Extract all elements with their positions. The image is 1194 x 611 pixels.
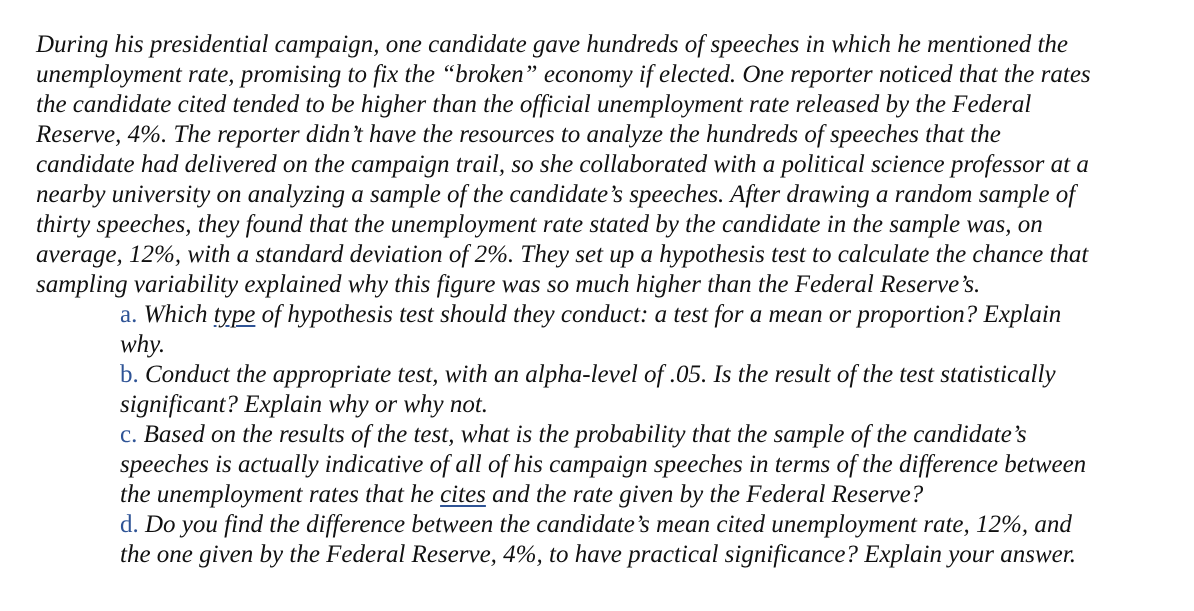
question-a-text-post: of hypothesis test should they conduct: a test for a mean or proportion? Explain (255, 301, 1062, 328)
paragraph-line: thirty speeches, they found that the unemployment rate stated by the candidate in the sample was, on (36, 211, 1043, 238)
paragraph-line: average, 12%, with a standard deviation of 2%. They set up a hypothesis test to calculate the chance that (36, 241, 1089, 268)
question-c-text: Based on the results of the test, what is the probability that the sample of the candidate’s (137, 421, 1027, 448)
question-b (120, 360, 1166, 420)
question-c-letter: c. (120, 421, 138, 448)
paragraph-line: sampling variability explained why this figure was so much higher than the Federal Reserve’s. (36, 271, 981, 298)
question-c-line-2: speeches is actually indicative of all of his campaign speeches in terms of the difference between (120, 451, 1087, 478)
paragraph-line: candidate had delivered on the campaign trail, so she collaborated with a political science professor at a (36, 151, 1089, 178)
paragraph-line: the candidate cited tended to be higher than the official unemployment rate released by the Federal (36, 91, 1032, 118)
question-list (36, 300, 1166, 570)
question-d-text: Do you find the difference between the candidate’s mean cited unemployment rate, 12%, and (138, 511, 1072, 538)
question-a-underlined-word: type (213, 301, 256, 328)
paragraph-line: nearby university on analyzing a sample of the candidate’s speeches. After drawing a random sample of (36, 181, 1076, 208)
question-a-line-2: why. (120, 331, 166, 358)
question-c-text-pre: the unemployment rates that he (120, 481, 441, 508)
question-b-text: Conduct the appropriate test, with an alpha-level of .05. Is the result of the test statistically (138, 361, 1056, 388)
question-d-line-2: the one given by the Federal Reserve, 4%, to have practical significance? Explain your answer. (120, 541, 1076, 568)
intro-paragraph (36, 30, 1166, 300)
question-d-letter: d. (120, 511, 139, 538)
document-body (36, 30, 1166, 570)
question-a-letter: a. (120, 301, 138, 328)
question-b-line-2: significant? Explain why or why not. (120, 391, 489, 418)
question-c-text-post: and the rate given by the Federal Reserve? (485, 481, 924, 508)
question-c-underlined-word: cites (440, 481, 486, 508)
paragraph-line: unemployment rate, promising to fix the “broken” economy if elected. One reporter noticed that the rates (36, 61, 1091, 88)
question-c (120, 420, 1166, 510)
question-a (120, 300, 1166, 360)
question-d (120, 510, 1166, 570)
paragraph-line: During his presidential campaign, one candidate gave hundreds of speeches in which he mentioned the (36, 31, 1068, 58)
question-b-letter: b. (120, 361, 139, 388)
paragraph-line: Reserve, 4%. The reporter didn’t have the resources to analyze the hundreds of speeches that the (36, 121, 1001, 148)
question-a-text-pre: Which (137, 301, 214, 328)
